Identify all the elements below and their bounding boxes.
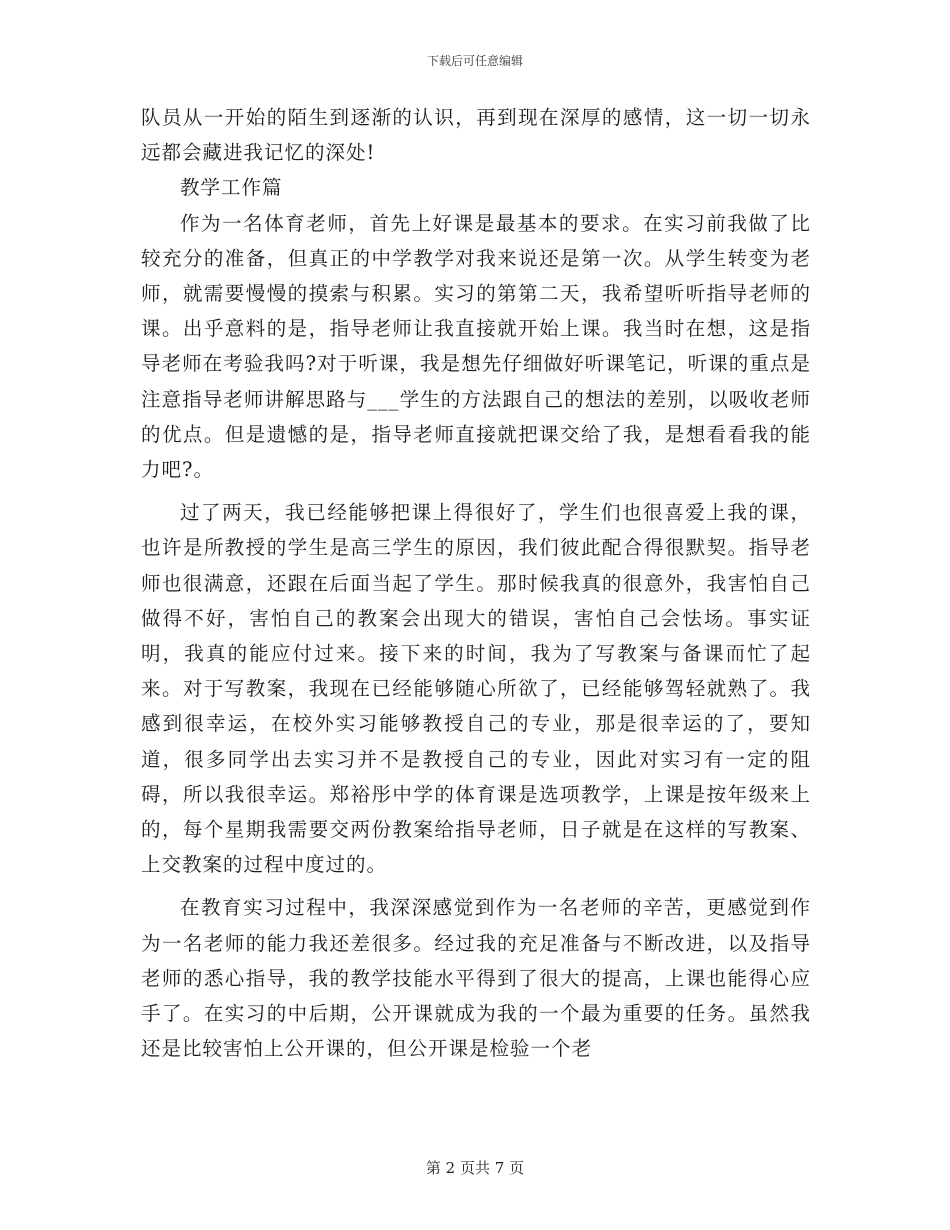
- paragraph: 在教育实习过程中，我深深感觉到作为一名老师的辛苦，更感觉到作为一名老师的能力我还差很多。经过我的充足准备与不断改进，以及指导老师的悉心指导，我的教学技能水平得到了很大的提高，上课也能得心应手了。在实习的中后期，公开课就成为我的一个最为重要的任务。虽然我还是比较害怕上公开课的，但公开课是检验一个老: [141, 896, 811, 1061]
- paragraph: 作为一名体育老师，首先上好课是最基本的要求。在实习前我做了比较充分的准备，但真正的中学教学对我来说还是第一次。从学生转变为老师，就需要慢慢的摸索与积累。实习的第第二天，我希望听听指导老师的课。出乎意料的是，指导老师让我直接就开始上课。我当时在想，这是指导老师在考验我吗?对于听课，我是想先仔细做好听课笔记，听课的重点是注意指导老师讲解思路与___学生的方法跟自己的想法的差别，以吸收老师的优点。但是遗憾的是，指导老师直接就把课交给了我，是想看看我的能力吧?。: [141, 211, 811, 482]
- document-body: [141, 100, 811, 1066]
- page-header-note: 下载后可任意编辑: [426, 54, 523, 68]
- section-heading: 教学工作篇: [180, 176, 283, 200]
- page-number: 第 2 页共 7 页: [425, 1159, 525, 1177]
- paragraph-continuation: 队员从一开始的陌生到逐渐的认识，再到现在深厚的感情，这一切一切永远都会藏进我记忆的深处!: [141, 106, 811, 165]
- paragraph: 过了两天，我已经能够把课上得很好了，学生们也很喜爱上我的课，也许是所教授的学生是高三学生的原因，我们彼此配合得很默契。指导老师也很满意，还跟在后面当起了学生。那时候我真的很意外，我害怕自己做得不好，害怕自己的教案会出现大的错误，害怕自己会怯场。事实证明，我真的能应付过来。接下来的时间，我为了写教案与备课而忙了起来。对于写教案，我现在已经能够随心所欲了，已经能够驾轻就熟了。我感到很幸运，在校外实习能够教授自己的专业，那是很幸运的了，要知道，很多同学出去实习并不是教授自己的专业，因此对实习有一定的阻碍，所以我很幸运。郑裕彤中学的体育课是选项教学，上课是按年级来上的，每个星期我需要交两份教案给指导老师，日子就是在这样的写教案、上交教案的过程中度过的。: [141, 501, 811, 877]
